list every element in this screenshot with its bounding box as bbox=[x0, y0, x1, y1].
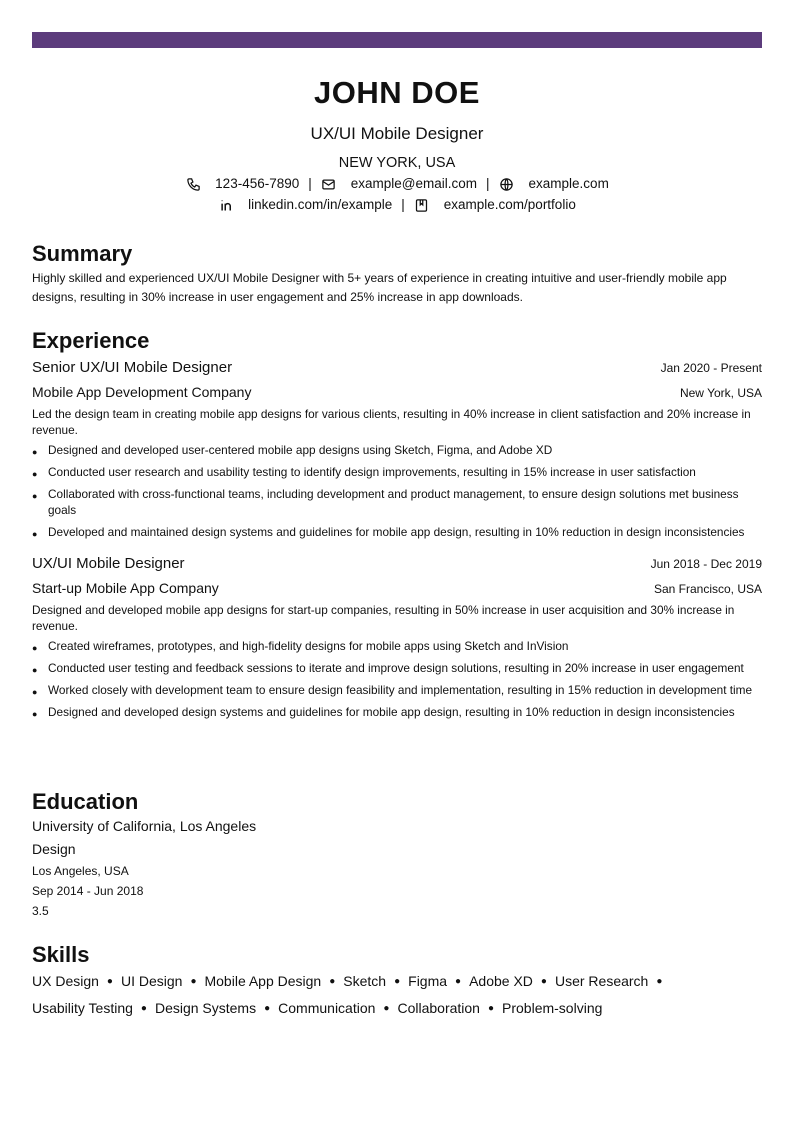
skills-line-1 bbox=[32, 970, 762, 995]
job-dates: Jun 2018 - Dec 2019 bbox=[650, 557, 762, 571]
skill-item: Collaboration bbox=[397, 1000, 480, 1016]
accent-bar bbox=[32, 32, 762, 48]
list-item: ● Conducted user research and usability testing to identify design improvements, resulting in 15% increase in user satisfaction bbox=[32, 464, 762, 480]
skill-item: UX Design bbox=[32, 973, 99, 989]
bullet-icon: ● bbox=[140, 1003, 147, 1014]
separator: | bbox=[308, 176, 312, 191]
company-row bbox=[32, 578, 762, 598]
summary-section bbox=[32, 241, 762, 307]
bullet-icon: ● bbox=[394, 976, 401, 987]
contact-row-2 bbox=[32, 196, 762, 214]
list-item: ● Conducted user testing and feedback sessions to iterate and improve design solutions, resulting in 20% increase in user engagement bbox=[32, 660, 762, 676]
skill-item: Problem-solving bbox=[502, 1000, 603, 1016]
skill-item: Figma bbox=[408, 973, 448, 989]
phone-text[interactable]: 123-456-7890 bbox=[215, 176, 300, 191]
list-item: ● Worked closely with development team to ensure design feasibility and implementation, resulting in 15% reduction in development time bbox=[32, 682, 762, 698]
job-title: Senior UX/UI Mobile Designer bbox=[32, 359, 233, 376]
linkedin-icon bbox=[218, 197, 234, 213]
bullet-icon: ● bbox=[190, 976, 197, 987]
bullet-icon: ● bbox=[455, 976, 462, 987]
separator: | bbox=[401, 197, 405, 212]
job-bullets bbox=[32, 638, 762, 720]
experience-section bbox=[32, 328, 762, 726]
job-title: UX/UI Mobile Designer bbox=[32, 555, 185, 572]
bullet-icon: ● bbox=[656, 976, 663, 987]
job-entry bbox=[32, 554, 762, 720]
job-title-row bbox=[32, 554, 762, 574]
linkedin-link[interactable]: linkedin.com/in/example bbox=[248, 197, 393, 212]
email-link[interactable]: example@email.com bbox=[350, 176, 478, 191]
bullet-icon: ● bbox=[106, 976, 113, 987]
education-heading: Education bbox=[32, 789, 139, 814]
summary-text: Highly skilled and experienced UX/UI Mobile Designer with 5+ years of experience in creating intuitive and user-friendly mobile app designs, resulting in 30% increase in user engagement and 25% increase in app downloads. bbox=[32, 271, 727, 304]
gpa: 3.5 bbox=[32, 904, 49, 918]
education-dates: Sep 2014 - Jun 2018 bbox=[32, 884, 144, 898]
portfolio-link[interactable]: example.com/portfolio bbox=[443, 197, 576, 212]
list-item: ● Created wireframes, prototypes, and high-fidelity designs for mobile apps using Sketch and InVision bbox=[32, 638, 762, 654]
job-description: Led the design team in creating mobile app designs for various clients, resulting in 40% increase in client satisfaction and 20% increase in revenue. bbox=[32, 407, 751, 437]
skill-item: User Research bbox=[554, 973, 649, 989]
skill-item: Adobe XD bbox=[469, 973, 533, 989]
summary-heading: Summary bbox=[32, 241, 133, 266]
skills-section bbox=[32, 942, 762, 1022]
job-location: New York, USA bbox=[679, 386, 762, 400]
education-section bbox=[32, 789, 762, 921]
skill-item: Communication bbox=[278, 1000, 376, 1016]
skill-item: Sketch bbox=[343, 973, 387, 989]
candidate-name: JOHN DOE bbox=[314, 75, 480, 110]
list-item: ● Designed and developed design systems and guidelines for mobile app design, resulting in 10% reduction in design inconsistencies bbox=[32, 704, 762, 720]
job-dates: Jan 2020 - Present bbox=[660, 361, 762, 375]
email-icon bbox=[321, 176, 337, 192]
bullet-icon: ● bbox=[540, 976, 547, 987]
job-description: Designed and developed mobile app designs for start-up companies, resulting in 50% increase in user acquisition and 30% increase in revenue. bbox=[32, 603, 735, 633]
skill-item: Design Systems bbox=[154, 1000, 257, 1016]
candidate-location: NEW YORK, USA bbox=[338, 155, 456, 171]
company-name: Start-up Mobile App Company bbox=[32, 580, 219, 596]
school-location: Los Angeles, USA bbox=[32, 864, 129, 878]
field-of-study: Design bbox=[32, 841, 76, 857]
skill-item: UI Design bbox=[120, 973, 183, 989]
list-item: ● Collaborated with cross-functional teams, including development and product management, to ensure design solutions met business goals bbox=[32, 486, 762, 518]
skills-line-2 bbox=[32, 997, 762, 1022]
list-item: ● Designed and developed user-centered mobile app designs using Sketch, Figma, and Adobe XD bbox=[32, 442, 762, 458]
skill-item: Usability Testing bbox=[32, 1000, 133, 1016]
website-link[interactable]: example.com bbox=[528, 176, 609, 191]
portfolio-icon bbox=[414, 197, 430, 213]
separator: | bbox=[486, 176, 490, 191]
company-row bbox=[32, 382, 762, 402]
job-bullets bbox=[32, 442, 762, 540]
bullet-icon: ● bbox=[264, 1003, 271, 1014]
job-title-row bbox=[32, 358, 762, 378]
job-location: San Francisco, USA bbox=[653, 582, 762, 596]
skills-heading: Skills bbox=[32, 942, 90, 967]
globe-icon bbox=[499, 176, 515, 192]
list-item: ● Developed and maintained design systems and guidelines for mobile app design, resulting in 10% reduction in design inconsistencies bbox=[32, 524, 762, 540]
job-entry bbox=[32, 358, 762, 540]
phone-icon bbox=[185, 176, 201, 192]
bullet-icon: ● bbox=[487, 1003, 495, 1014]
contact-row-1 bbox=[32, 175, 762, 193]
company-name: Mobile App Development Company bbox=[32, 384, 252, 400]
skill-item: Mobile App Design bbox=[204, 973, 322, 989]
school-name: University of California, Los Angeles bbox=[32, 818, 257, 834]
resume-header bbox=[32, 70, 762, 214]
bullet-icon: ● bbox=[383, 1003, 390, 1014]
experience-heading: Experience bbox=[32, 328, 150, 353]
candidate-title: UX/UI Mobile Designer bbox=[310, 124, 484, 143]
bullet-icon: ● bbox=[329, 976, 336, 987]
